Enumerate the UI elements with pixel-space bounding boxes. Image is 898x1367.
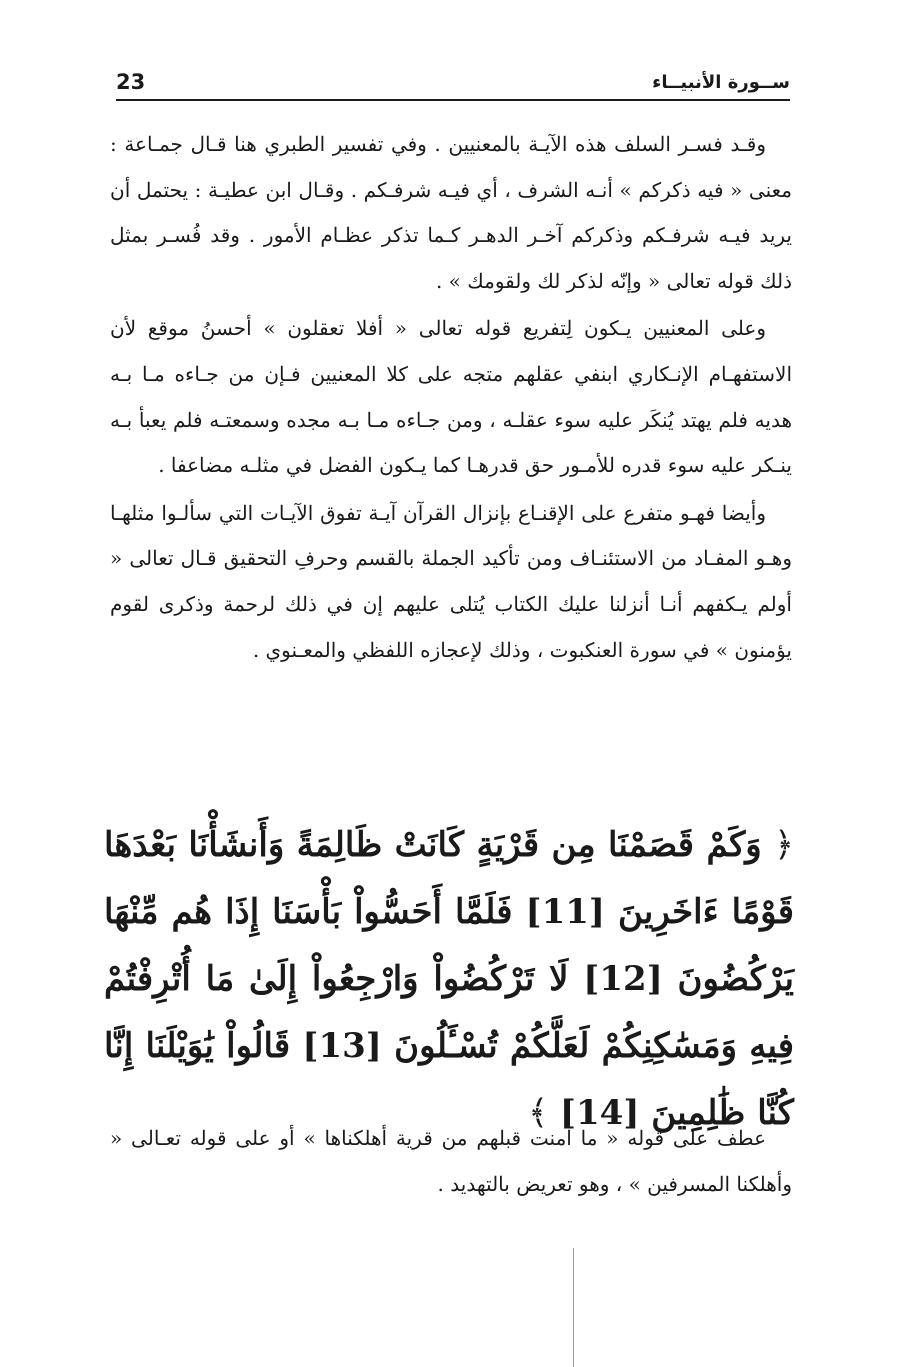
commentary-text	[110, 122, 792, 673]
verse-close-bracket: ﴾	[528, 1093, 549, 1133]
quran-verse-block	[104, 812, 794, 1147]
paragraph: وعلى المعنيين يـكون لِتفريع قوله تعالى « أفلا تعقلون » أحسنُ موقع لأن الاستفهـام الإنـكاري ابنفي عقلهم متجه على كلا المعنيين فـإن من جـاءه مـا بـه هديه فلم يهتد يُنكَر عليه سوء عقلـه ، ومن جـاءه مـا بـه مجده وسمعتـه فلم يعبأ بـه ينـكر عليه سوء قدره للأمـور حق قدرهـا كما يـكون الفضل في مثلـه مضاعفا .	[110, 316, 792, 478]
paragraph: وقـد فسـر السلف هذه الآيـة بالمعنيين . وفي تفسير الطبري هنا قـال جمـاعة : معنى « فيه ذكركم » أنـه الشرف ، أي فيـه شرفـكم . وقـال ابن عطيـة : يحتمل أن يريد فيـه شرفـكم وذكركم آخـر الدهـر كـما تذكر عظـام الأمور . وقد فُسـر بمثل ذلك قوله تعالى « وإنّه لذكر لك ولقومك » .	[110, 132, 792, 293]
page-number: 23	[116, 70, 146, 94]
verse-open-bracket: ﴿	[774, 825, 794, 865]
paragraph: عطف على قوله « ما آمنت قبلهم من قرية أهلكناها » أو على قوله تعـالى « وأهلكنا المسرفين » ، وهو تعريض بالتهديد .	[110, 1126, 792, 1196]
commentary-after-verse	[110, 1116, 792, 1207]
paragraph: وأيضا فهـو متفرع على الإقنـاع بإنزال القرآن آيـة تفوق الآيـات التي سألـوا مثلهـا وهـو المفـاد من الاستئنـاف ومن تأكيد الجملة بالقسم وحرفِ التحقيق قـال تعالى « أولم يـكفهم أنـا أنزلنا عليك الكتاب يُتلى عليهم إن في ذلك لرحمة وذكرى لقوم يؤمنون » في سورة العنكبوت ، وذلك لإعجازه اللفظي والمعـنوي .	[110, 500, 792, 662]
verse-text: وَكَمْ قَصَمْنَا مِن قَرْيَةٍ كَانَتْ ظَالِمَةً وَأَنشَأْنَا بَعْدَهَا قَوْمًا ءَاخَرِينَ [11] فَلَمَّا أَحَسُّواْ بَأْسَنَا إِذَا هُم مِّنْهَا يَرْكُضُونَ [12] لَا تَرْكُضُواْ وَارْجِعُواْ إِلَىٰ مَا أُتْرِفْتُمْ فِيهِ وَمَسَٰكِنِكُمْ لَعَلَّكُمْ تُسْـَٔلُونَ [13] قَالُواْ يَٰوَيْلَنَا إِنَّا كُنَّا ظَٰلِمِينَ [14]	[104, 825, 795, 1133]
running-title: ســورة الأنبيــاء	[652, 72, 790, 93]
page-header	[116, 70, 790, 100]
header-rule	[116, 99, 790, 101]
page-gutter-line	[573, 1248, 574, 1367]
